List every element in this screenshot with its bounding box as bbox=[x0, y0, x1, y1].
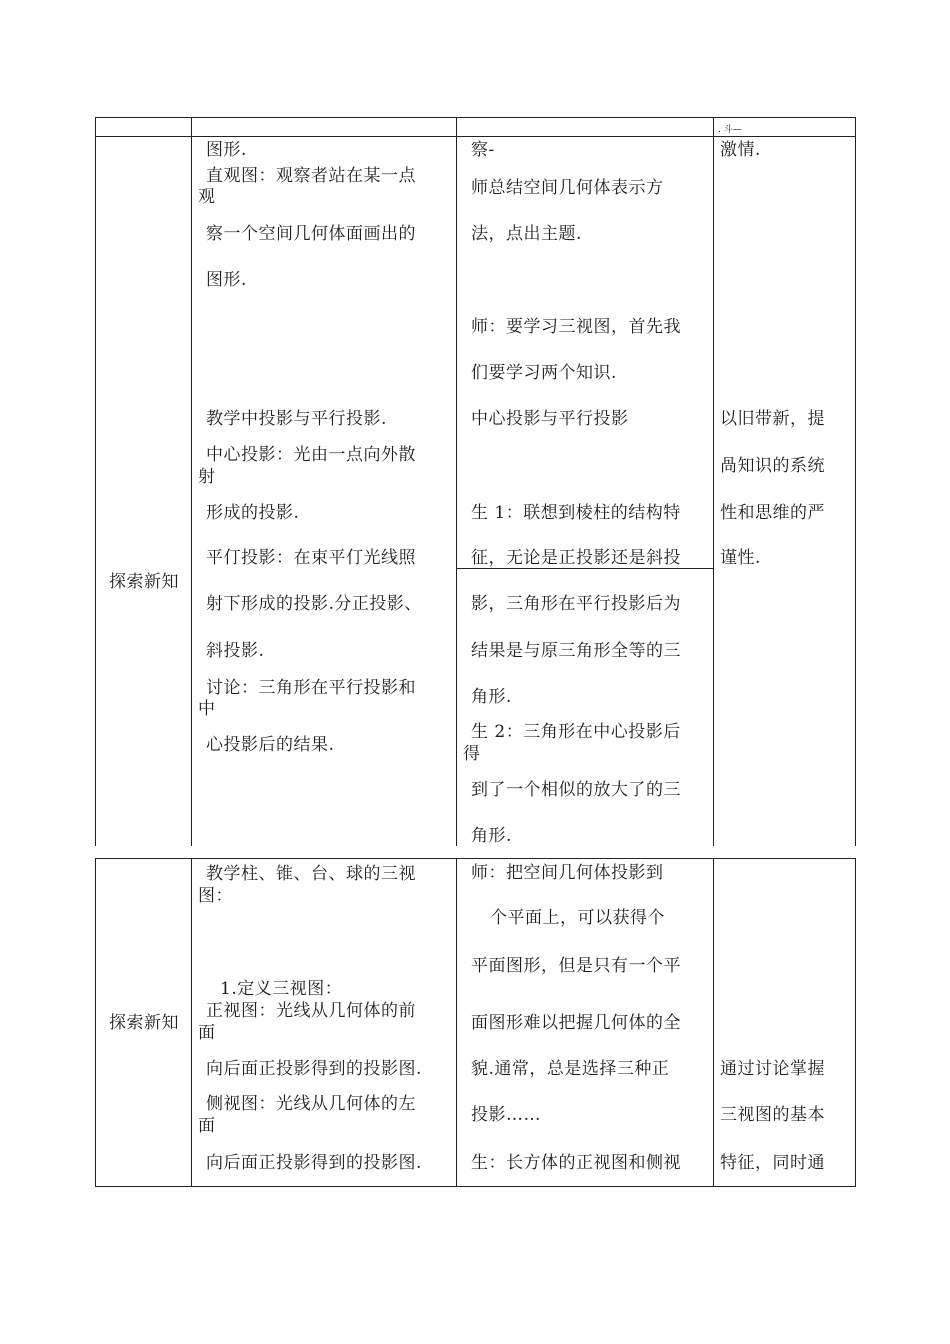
intent-line: 通过讨论掌握 bbox=[720, 1059, 825, 1079]
intent-line: 谨性. bbox=[720, 548, 761, 568]
activity-line: 察- bbox=[471, 140, 495, 160]
content-line: 面 bbox=[198, 1023, 216, 1043]
table-2-col-divider-1 bbox=[191, 858, 192, 1187]
table-1-col-divider-3 bbox=[713, 117, 714, 846]
section-label: 探索新知 bbox=[109, 1013, 179, 1033]
activity-line: 角形. bbox=[471, 687, 512, 707]
activity-line: 们要学习两个知识. bbox=[471, 363, 617, 383]
content-line: 斜投影. bbox=[206, 641, 265, 661]
content-line: 心投影后的结果. bbox=[206, 735, 335, 755]
content-line: 教学中投影与平行投影. bbox=[206, 409, 387, 429]
activity-line: 角形. bbox=[471, 826, 512, 846]
content-line: 1.定义三视图： bbox=[220, 979, 343, 999]
activity-line: 结果是与原三角形全等的三 bbox=[471, 641, 681, 661]
table-2-col-divider-3 bbox=[713, 858, 714, 1187]
activity-line: 生：长方体的正视图和侧视 bbox=[471, 1153, 681, 1173]
table-1-left-border bbox=[95, 117, 96, 846]
content-line: 中 bbox=[198, 699, 216, 719]
intent-line: 三视图的基本 bbox=[720, 1105, 825, 1125]
table-1-col-divider-1 bbox=[191, 117, 192, 846]
activity-line: 生 1：联想到棱柱的结构特 bbox=[471, 503, 681, 523]
intent-line: 以旧带新，提 bbox=[720, 409, 825, 429]
content-line: 图形. bbox=[206, 270, 247, 290]
activity-line: 生 2：三角形在中心投影后 bbox=[471, 722, 681, 742]
content-line: 教学柱、锥、台、球的三视 bbox=[206, 864, 416, 884]
table-2-right-border bbox=[855, 858, 856, 1187]
table-2-top-border bbox=[95, 858, 856, 859]
content-line: 平仃投影：在束平仃光线照 bbox=[206, 548, 416, 568]
activity-line: 平面图形，但是只有一个平 bbox=[471, 956, 681, 976]
table-1-activity-split bbox=[456, 568, 714, 569]
table-1-top-border bbox=[95, 117, 856, 118]
activity-line: 征，无论是正投影还是斜投 bbox=[471, 548, 681, 568]
activity-line: 影，三角形在平行投影后为 bbox=[471, 594, 681, 614]
intent-line: 咼知识的系统 bbox=[720, 456, 825, 476]
content-line: 图形. bbox=[206, 140, 247, 160]
content-line: 面 bbox=[198, 1116, 216, 1136]
activity-line: 师总结空间几何体表示方 bbox=[471, 178, 664, 198]
content-line: 向后面正投影得到的投影图. bbox=[206, 1153, 422, 1173]
intent-line: 特征，同时通 bbox=[720, 1153, 825, 1173]
content-line: 观 bbox=[198, 187, 216, 207]
content-line: 直观图：观察者站在某一点 bbox=[206, 166, 416, 186]
table-2-bottom-border bbox=[95, 1186, 856, 1187]
content-line: 正视图：光线从几何体的前 bbox=[206, 1001, 416, 1021]
header-right-mark: . 斗— bbox=[718, 125, 742, 135]
content-line: 侧视图：光线从几何体的左 bbox=[206, 1094, 416, 1114]
content-line: 中心投影：光由一点向外散 bbox=[206, 445, 416, 465]
activity-line: 个平面上，可以获得个 bbox=[490, 908, 665, 928]
table-1-header-divider bbox=[95, 136, 856, 137]
activity-line: 师：要学习三视图，首先我 bbox=[471, 317, 681, 337]
activity-line: 师：把空间几何体投影到 bbox=[471, 863, 664, 883]
activity-line: 得 bbox=[463, 744, 481, 764]
activity-line: 面图形难以把握几何体的全 bbox=[471, 1013, 681, 1033]
table-2-col-divider-2 bbox=[456, 858, 457, 1187]
table-1-right-border bbox=[855, 117, 856, 846]
content-line: 射下形成的投影.分正投影、 bbox=[206, 594, 422, 614]
content-line: 讨论：三角形在平行投影和 bbox=[206, 678, 416, 698]
table-1-col-divider-2 bbox=[456, 117, 457, 846]
content-line: 形成的投影. bbox=[206, 503, 300, 523]
activity-line: 到了一个相似的放大了的三 bbox=[471, 780, 681, 800]
intent-line: 性和思维的严 bbox=[720, 503, 825, 523]
content-line: 图： bbox=[198, 886, 233, 906]
section-label: 探索新知 bbox=[109, 572, 179, 592]
activity-line: 貌.通常，总是选择三种正 bbox=[471, 1059, 670, 1079]
activity-line: 法，点出主题. bbox=[471, 224, 582, 244]
content-line: 向后面正投影得到的投影图. bbox=[206, 1059, 422, 1079]
table-2-left-border bbox=[95, 858, 96, 1187]
activity-line: 投影…… bbox=[471, 1105, 541, 1125]
content-line: 射 bbox=[198, 467, 216, 487]
activity-line: 中心投影与平行投影 bbox=[471, 409, 629, 429]
content-line: 察一个空间几何体面画出的 bbox=[206, 224, 416, 244]
intent-line: 激情. bbox=[720, 140, 761, 160]
